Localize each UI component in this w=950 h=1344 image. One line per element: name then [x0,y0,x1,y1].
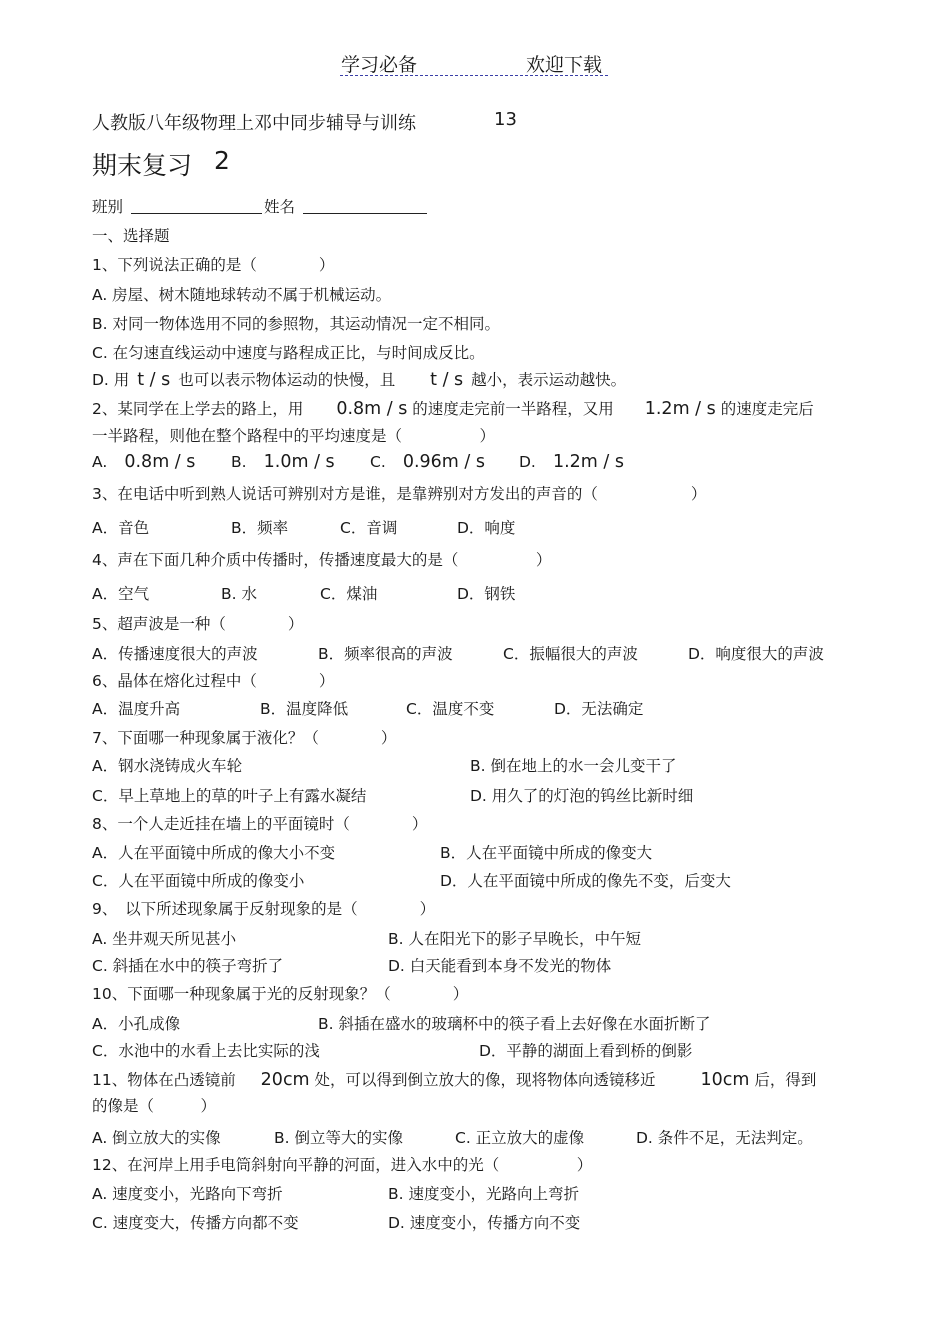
q2-c-letter: C. [370,453,386,471]
q10-stem: 10、下面哪一种现象属于光的反射现象？（ ） [92,985,469,1003]
q11-distance-1: 20cm [260,1070,310,1090]
q7-option-b: B. 倒在地上的水一会儿变干了 [470,757,677,775]
series-title: 人教版八年级物理上邓中同步辅导与训练 [92,113,416,134]
q2-stem-line2: 一半路程，则他在整个路程中的平均速度是（ ） [92,427,496,445]
q9-stem: 9、 以下所述现象属于反射现象的是（ ） [92,900,436,918]
q2-pre: 2、某同学在上学去的路上，用 [92,400,304,418]
q4-option-b: B. 水 [221,585,257,603]
q3-option-a: A．音色 [92,519,150,537]
q11-mid: 处，可以得到倒立放大的像，现将物体向透镜移近 [314,1071,656,1089]
q1-d-mid: 也可以表示物体运动的快慢，且 [178,371,396,389]
page-title: 期末复习 [92,151,193,180]
q10-option-d: D．平静的湖面上看到桥的倒影 [479,1042,693,1060]
q4-option-a: A．空气 [92,585,150,603]
q11-distance-2: 10cm [700,1070,750,1090]
q2-option-a [92,452,195,472]
q11-pre: 11、物体在凸透镜前 [92,1071,236,1089]
q12-stem: 12、在河岸上用手电筒斜射向平静的河面，进入水中的光（ ） [92,1156,593,1174]
q6-option-b: B．温度降低 [260,700,349,718]
q8-stem: 8、一个人走近挂在墙上的平面镜时（ ） [92,815,428,833]
q8-option-b: B．人在平面镜中所成的像变大 [440,844,653,862]
q2-option-c [370,452,485,472]
q9-option-a: A. 坐井观天所见甚小 [92,930,237,948]
q1-d-unit-2: t / s [430,370,464,390]
q2-option-d [519,452,624,472]
q2-post: 的速度走完后 [720,400,814,418]
q5-option-a: A．传播速度很大的声波 [92,645,258,663]
q2-b-value: 1.0m / s [263,452,335,472]
name-label: 姓名 [264,198,296,216]
q9-option-c: C. 斜插在水中的筷子弯折了 [92,957,284,975]
class-label: 班别 [92,198,124,216]
q11-post: 后，得到 [754,1071,817,1089]
q12-option-b: B. 速度变小，光路向上弯折 [388,1185,579,1203]
q3-stem: 3、在电话中听到熟人说话可辨别对方是谁，是靠辨别对方发出的声音的（ ） [92,485,707,503]
q2-mid: 的速度走完前一半路程，又用 [412,400,614,418]
q5-option-c: C．振幅很大的声波 [503,645,638,663]
q1-d-unit-1: t / s [137,370,171,390]
q2-speed-2: 1.2m / s [644,399,716,419]
q2-a-letter: A. [92,453,108,471]
q7-option-a: A．钢水浇铸成火车轮 [92,757,243,775]
header-underline [340,75,608,76]
q2-stem-line1 [92,397,814,419]
q2-b-letter: B. [231,453,247,471]
q1-d-pre: D. 用 [92,371,130,389]
q8-option-c: C．人在平面镜中所成的像变小 [92,872,305,890]
q11-stem-line1 [92,1068,816,1090]
series-number: 13 [494,109,517,130]
q5-option-b: B．频率很高的声波 [318,645,453,663]
q1-option-a: A. 房屋、树木随地球转动不属于机械运动。 [92,286,392,304]
q11-option-a: A. 倒立放大的实像 [92,1129,221,1147]
q6-option-c: C．温度不变 [406,700,495,718]
q5-stem: 5、超声波是一种（ ） [92,615,304,633]
q11-option-c: C. 正立放大的虚像 [455,1129,585,1147]
q4-option-d: D．钢铁 [457,585,516,603]
q1-option-d [92,368,626,390]
q6-option-a: A．温度升高 [92,700,181,718]
q2-d-value: 1.2m / s [552,452,624,472]
q8-option-a: A．人在平面镜中所成的像大小不变 [92,844,336,862]
q1-d-post: 越小，表示运动越快。 [471,371,627,389]
q3-option-d: D．响度 [457,519,516,537]
q11-option-b: B. 倒立等大的实像 [274,1129,403,1147]
q2-a-value: 0.8m / s [124,452,196,472]
header-left: 学习必备 [341,54,418,76]
q4-stem: 4、声在下面几种介质中传播时，传播速度最大的是（ ） [92,551,552,569]
q3-option-c: C．音调 [340,519,398,537]
page-title-number: 2 [214,146,230,175]
header-right: 欢迎下载 [526,54,603,76]
name-field[interactable] [303,196,427,214]
q1-option-c: C. 在匀速直线运动中速度与路程成正比，与时间成反比。 [92,344,485,362]
q11-stem-line2: 的像是（ ） [92,1097,217,1115]
q7-option-c: C．早上草地上的草的叶子上有露水凝结 [92,787,367,805]
q8-option-d: D．人在平面镜中所成的像先不变，后变大 [440,872,731,890]
q7-option-d: D. 用久了的灯泡的钨丝比新时细 [470,787,694,805]
q4-option-c: C．煤油 [320,585,378,603]
q5-option-d: D．响度很大的声波 [688,645,824,663]
q11-option-d: D. 条件不足，无法判定。 [636,1129,813,1147]
q9-option-d: D. 白天能看到本身不发光的物体 [388,957,612,975]
q12-option-d: D. 速度变小，传播方向不变 [388,1214,581,1232]
q9-option-b: B. 人在阳光下的影子早晚长，中午短 [388,930,641,948]
q6-stem: 6、晶体在熔化过程中（ ） [92,672,335,690]
q12-option-c: C. 速度变大，传播方向都不变 [92,1214,299,1232]
q10-option-b: B. 斜插在盛水的玻璃杯中的筷子看上去好像在水面折断了 [318,1015,711,1033]
q7-stem: 7、下面哪一种现象属于液化？（ ） [92,729,397,747]
q12-option-a: A. 速度变小，光路向下弯折 [92,1185,283,1203]
q3-option-b: B．频率 [231,519,289,537]
q10-option-a: A．小孔成像 [92,1015,181,1033]
q2-option-b [231,452,335,472]
q2-d-letter: D. [519,453,536,471]
section-heading: 一、选择题 [92,227,170,245]
q6-option-d: D．无法确定 [554,700,644,718]
q10-option-c: C．水池中的水看上去比实际的浅 [92,1042,320,1060]
q2-speed-1: 0.8m / s [336,399,408,419]
q2-c-value: 0.96m / s [402,452,485,472]
class-field[interactable] [131,196,262,214]
q1-stem: 1、下列说法正确的是（ ） [92,256,335,274]
q1-option-b: B. 对同一物体选用不同的参照物，其运动情况一定不相同。 [92,315,500,333]
